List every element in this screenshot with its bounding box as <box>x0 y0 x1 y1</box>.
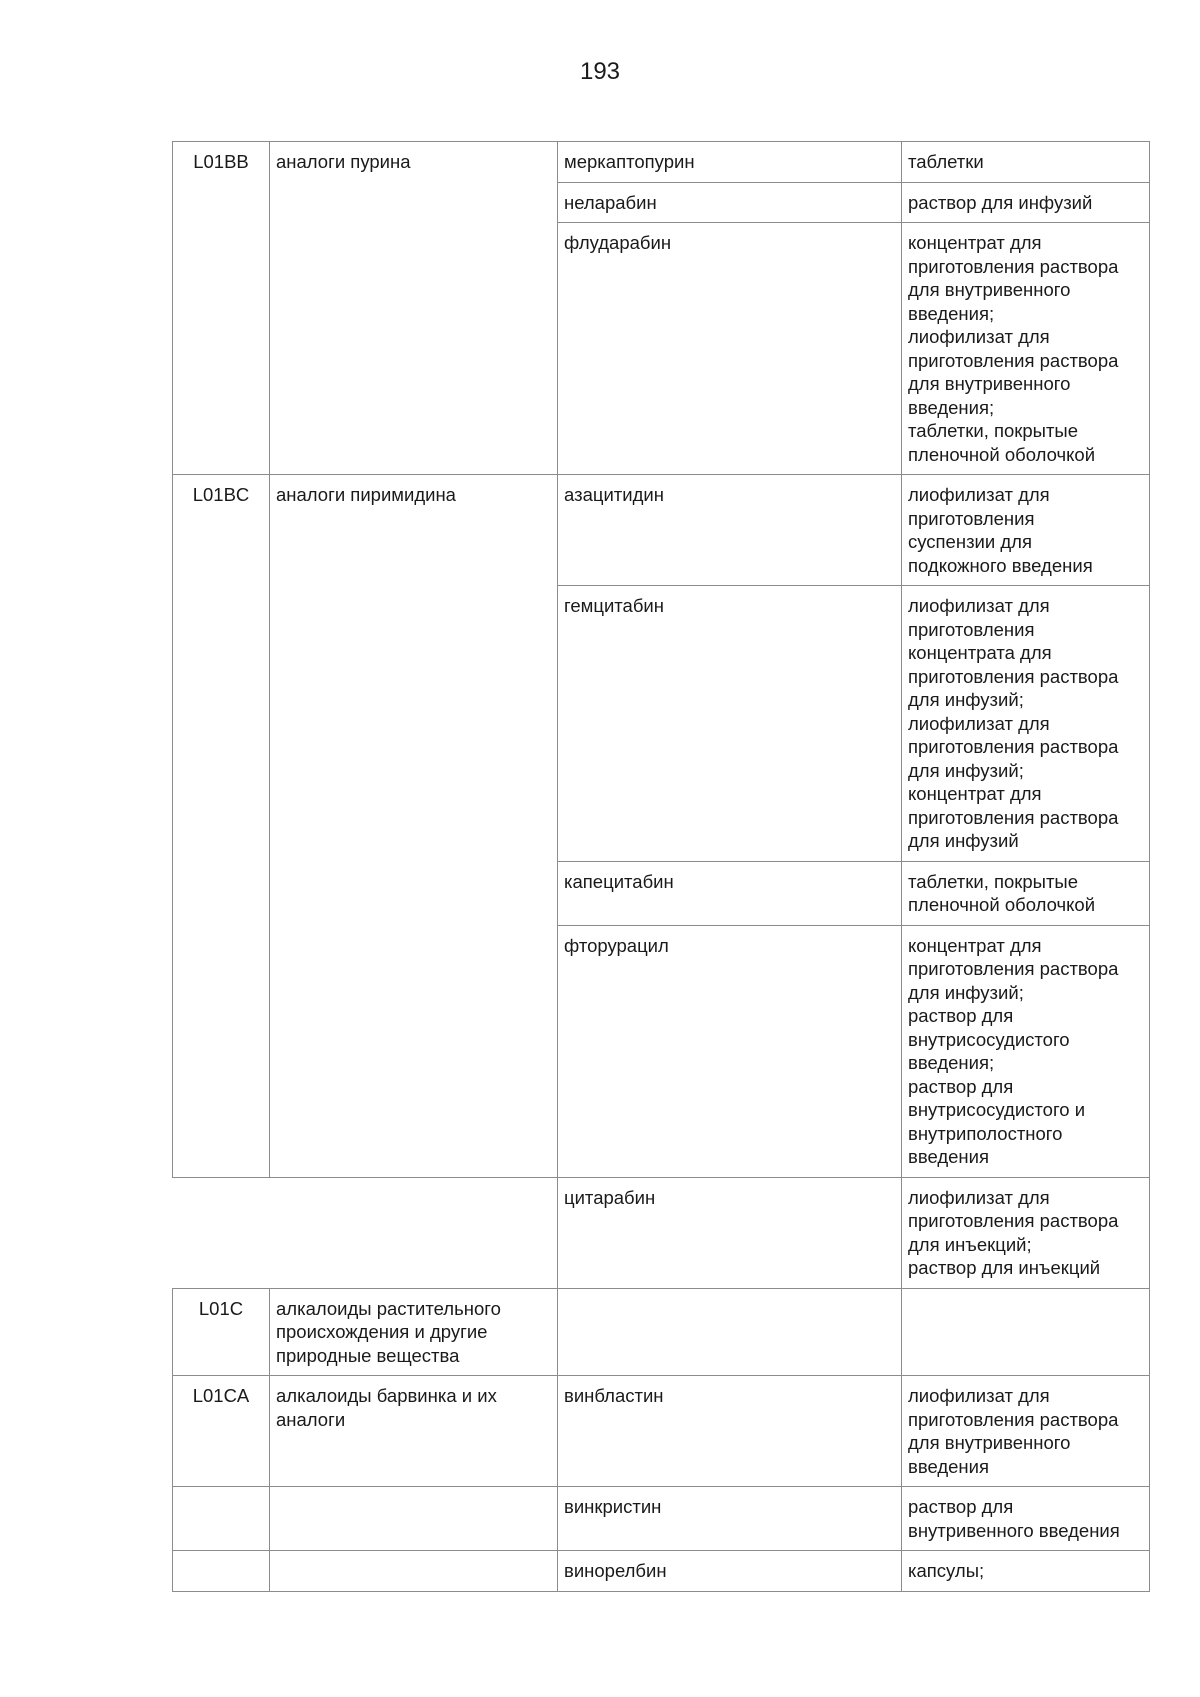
dosage-form-cell: концентрат для приготовления раствора для внутривенного введения; лиофилизат для приготовления раствора для внутривенного введения; таблетки, покрытые пленочной оболочкой <box>902 223 1150 475</box>
group-name-cell <box>270 1551 558 1592</box>
dosage-form-cell: таблетки <box>902 142 1150 183</box>
table-row <box>173 1551 1150 1592</box>
dosage-form-cell: лиофилизат для приготовления суспензии для подкожного введения <box>902 475 1150 586</box>
drug-table <box>172 141 1150 1592</box>
dosage-form-cell <box>902 1288 1150 1376</box>
dosage-form-cell: раствор для внутривенного введения <box>902 1487 1150 1551</box>
atc-code-cell: L01C <box>173 1288 270 1376</box>
table-row <box>173 475 1150 586</box>
substance-cell: гемцитабин <box>558 586 902 862</box>
atc-code-cell <box>173 1551 270 1592</box>
group-name-cell: аналоги пурина <box>270 142 558 475</box>
dosage-form-cell: лиофилизат для приготовления концентрата для приготовления раствора для инфузий; лиофилизат для приготовления раствора для инфузий; концентрат для приготовления раствора для инфузий <box>902 586 1150 862</box>
substance-cell: капецитабин <box>558 861 902 925</box>
empty-cell <box>173 1177 558 1288</box>
substance-cell: винкристин <box>558 1487 902 1551</box>
substance-cell: винорелбин <box>558 1551 902 1592</box>
atc-code-cell <box>173 1487 270 1551</box>
dosage-form-cell: концентрат для приготовления раствора для инфузий; раствор для внутрисосудистого введения; раствор для внутрисосудистого и внутриполостного введения <box>902 925 1150 1177</box>
substance-cell: неларабин <box>558 182 902 223</box>
substance-cell: винбластин <box>558 1376 902 1487</box>
substance-cell: цитарабин <box>558 1177 902 1288</box>
dosage-form-cell: таблетки, покрытые пленочной оболочкой <box>902 861 1150 925</box>
table-row <box>173 1288 1150 1376</box>
atc-code-cell: L01BC <box>173 475 270 1178</box>
dosage-form-cell: капсулы; <box>902 1551 1150 1592</box>
group-name-cell <box>270 1487 558 1551</box>
page-number: 193 <box>579 58 621 85</box>
substance-cell: флударабин <box>558 223 902 475</box>
table-row <box>173 142 1150 183</box>
dosage-form-cell: лиофилизат для приготовления раствора для инъекций; раствор для инъекций <box>902 1177 1150 1288</box>
dosage-form-cell: лиофилизат для приготовления раствора для внутривенного введения <box>902 1376 1150 1487</box>
substance-cell <box>558 1288 902 1376</box>
atc-code-cell: L01CA <box>173 1376 270 1487</box>
table-row <box>173 1487 1150 1551</box>
group-name-cell: алкалоиды барвинка и их аналоги <box>270 1376 558 1487</box>
dosage-form-cell: раствор для инфузий <box>902 182 1150 223</box>
table-row <box>173 1177 1150 1288</box>
substance-cell: азацитидин <box>558 475 902 586</box>
substance-cell: фторурацил <box>558 925 902 1177</box>
atc-code-cell: L01BB <box>173 142 270 475</box>
group-name-cell: аналоги пиримидина <box>270 475 558 1178</box>
table-row <box>173 1376 1150 1487</box>
substance-cell: меркаптопурин <box>558 142 902 183</box>
group-name-cell: алкалоиды растительного происхождения и другие природные вещества <box>270 1288 558 1376</box>
